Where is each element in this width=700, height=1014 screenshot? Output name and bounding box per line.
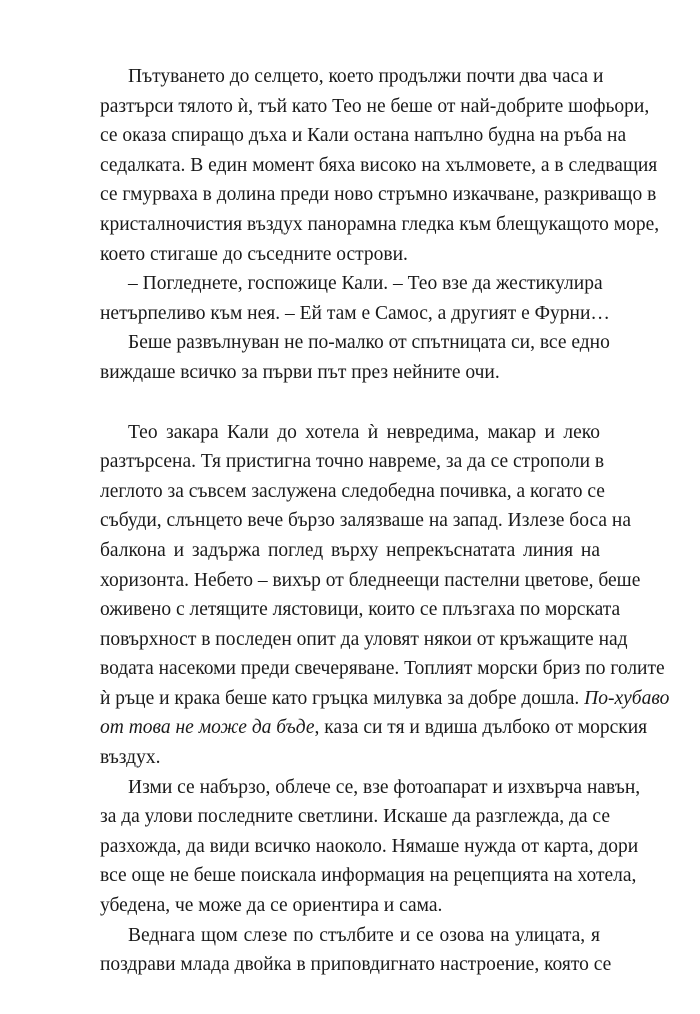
text-line: убедена, че може да се ориентира и сама. (100, 895, 443, 917)
body-text (100, 62, 670, 980)
text-line (100, 684, 670, 714)
text-line: – Погледнете, госпожице Кали. – Тео взе да жестикулира (128, 273, 603, 295)
text-line: нетърпеливо към нея. – Ей там е Самос, а другият е Фурни… (100, 302, 610, 324)
text-run: , каза си тя и вдиша дълбоко от морския (314, 717, 648, 739)
text-line: разхожда, да види всичко наоколо. Нямаше нужда от карта, дори (100, 835, 639, 857)
text-line: Пътуването до селцето, което продължи почти два часа и (128, 66, 604, 87)
text-line: Изми се набързо, облече се, взе фотоапарат и изхвърча навън, (128, 776, 641, 798)
italic-text: от това не може да бъде (100, 717, 315, 739)
text-run: ѝ ръце и крака беше като гръцка милувка за добре дошла. (100, 687, 580, 709)
text-line: разтърси тялото ѝ, тъй като Тео не беше от най-добрите шофьори, (100, 95, 650, 117)
section-break (100, 388, 600, 418)
text-line: кристалночистия въздух панорамна гледка към блещукащото море, (100, 213, 660, 235)
paragraph-dialogue (100, 269, 610, 328)
text-line: балкона и задържа поглед върху непрекъснатата линия на (100, 539, 600, 561)
text-line: леглото за съвсем заслужена следобедна почивка, а когато се (100, 480, 605, 502)
text-line: събуди, слънцето вече бързо залязваше на запад. Излезе боса на (100, 510, 631, 532)
text-line: се гмурваха в долина преди ново стръмно изкачване, разкриващо в (100, 184, 657, 206)
text-line: все още не беше поискала информация на рецепцията на хотела, (100, 865, 637, 887)
text-line: повърхност в последен опит да уловят някои от кръжащите над (100, 628, 628, 650)
text-line: Беше развълнуван не по-малко от спътницата си, все едно (128, 332, 610, 354)
text-line: Тео закара Кали до хотела ѝ невредима, макар и леко (128, 421, 600, 443)
text-line (100, 713, 648, 743)
paragraph-street (100, 921, 612, 980)
text-line: оживено с летящите лястовици, които се плъзгаха по морската (100, 599, 621, 621)
paragraph-walk (100, 773, 641, 921)
text-line: разтърсена. Тя пристигна точно навреме, за да се строполи в (100, 451, 605, 473)
text-line: виждаше всичко за първи път през нейните очи. (100, 361, 500, 383)
text-line: Веднага щом слезе по стълбите и се озова на улицата, я (128, 924, 600, 946)
text-line: се оказа спиращо дъха и Кали остана напълно будна на ръба на (100, 125, 627, 147)
text-line: за да улови последните светлини. Искаше да разглежда, да се (100, 806, 610, 828)
paragraph-trip (100, 62, 660, 269)
italic-text: По-хубаво (584, 687, 670, 709)
text-line: поздрави млада двойка в приповдигнато настроение, която се (100, 954, 612, 976)
text-line: водата насекоми преди свечеряване. Топлият морски бриз по голите (100, 658, 665, 680)
text-line: хоризонта. Небето – вихър от бледнеещи пастелни цветове, беше (100, 569, 641, 591)
text-line: въздух. (100, 747, 161, 769)
paragraph-hotel (100, 418, 670, 773)
text-line: седалката. В един момент бяха високо на хълмовете, а в следващия (100, 154, 658, 176)
paragraph-excited (100, 328, 610, 387)
text-line: което стигаше до съседните острови. (100, 243, 408, 265)
